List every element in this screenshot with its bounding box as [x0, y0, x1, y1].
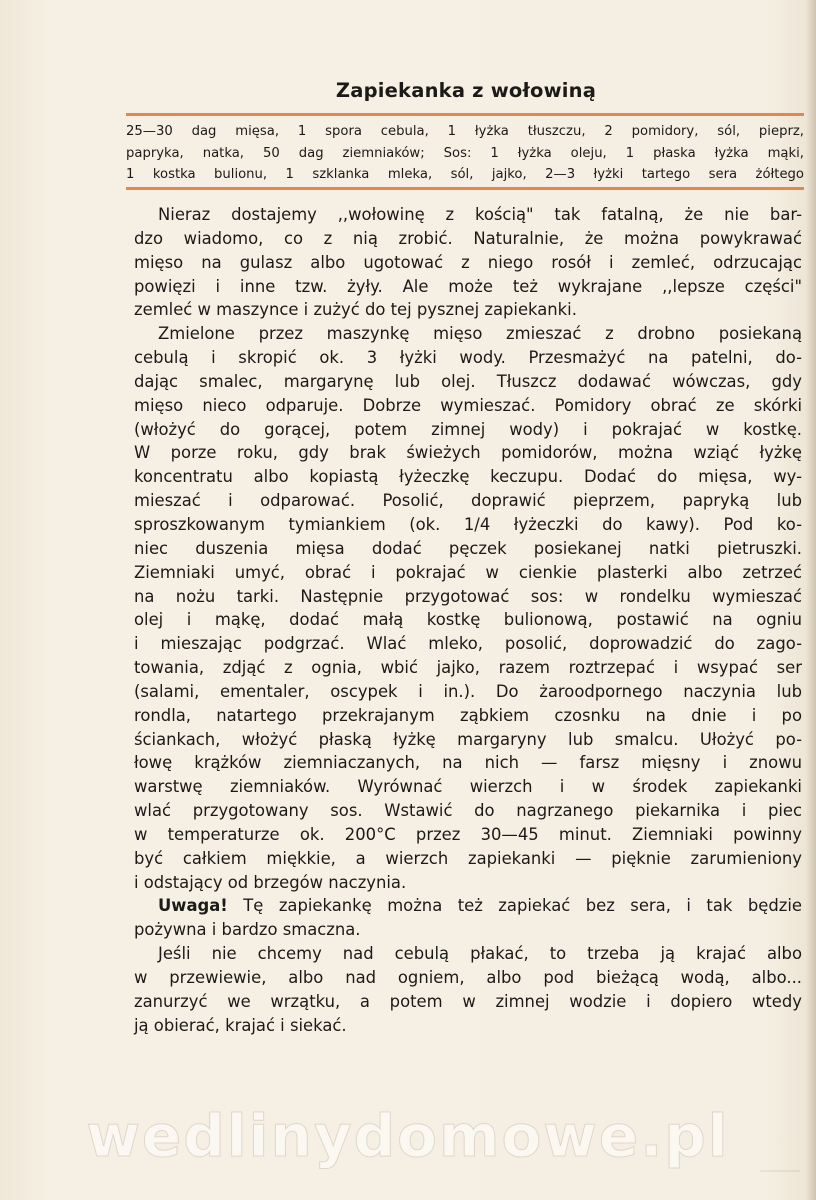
body-line: dając smalec, margarynę lub olej. Tłuszcz dodawać wówczas, gdy: [134, 371, 802, 391]
body-line: zemleć w maszynce i zużyć do tej pysznej zapiekanki.: [134, 300, 577, 320]
body-line: Nieraz dostajemy ,,wołowinę z kością" tak fatalną, że nie bar-: [158, 205, 802, 224]
body-line: i odstający od brzegów naczynia.: [134, 872, 407, 892]
body-line: Ziemniaki umyć, obrać i pokrajać w cienkie plasterki albo zetrzeć: [134, 562, 802, 582]
show-through-mark: [760, 1170, 800, 1172]
tip-line: Jeśli nie chcemy nad cebulą płakać, to trzeba ją krajać albo: [158, 944, 802, 964]
note-label: Uwaga!: [158, 896, 228, 916]
body-line: mięso nieco odparuje. Dobrze wymieszać. Pomidory obrać ze skórki: [134, 395, 802, 415]
note-text: Tę zapiekankę można też zapiekać bez sera, i tak będzie: [227, 896, 802, 916]
page-edge-shadow: [806, 0, 816, 1200]
body-line: (włożyć do gorącej, potem zimnej wody) i pokrajać w kostkę.: [134, 419, 802, 439]
ingredients-line: 1 kostka bulionu, 1 szklanka mleka, sól, jajko, 2—3 łyżki tartego sera żółtego: [126, 167, 804, 182]
body-line: być całkiem miękkie, a wierzch zapiekanki — pięknie zarumieniony: [134, 848, 802, 868]
body-line: na nożu tarki. Następnie przygotować sos: w rondelku wymieszać: [134, 586, 802, 606]
body-line: niec duszenia mięsa dodać pęczek posiekanej natki pietruszki.: [134, 538, 802, 558]
recipe-body: [134, 203, 802, 1038]
body-line: mięso na gulasz albo ugotować z niego rosół i zemleć, odrzucając: [134, 252, 802, 272]
body-line: olej i mąkę, dodać małą kostkę bulionową, postawić na ogniu: [134, 610, 802, 630]
body-line: powięzi i inne tzw. żyły. Ale może też wykrajane ,,lepsze części": [134, 276, 802, 296]
body-line: dzo wiadomo, co z nią zrobić. Naturalnie, że można powykrawać: [134, 228, 802, 248]
ingredients-list: [126, 121, 804, 186]
body-line: łowę krążków ziemniaczanych, na nich — farsz mięsny i znowu: [134, 753, 802, 773]
body-line: towania, zdjąć z ognia, wbić jajko, razem roztrzepać i wsypać ser: [134, 658, 802, 678]
body-line: warstwę ziemniaków. Wyrównać wierzch i w środek zapiekanki: [134, 777, 802, 797]
body-line: mieszać i odparować. Posolić, doprawić pieprzem, papryką lub: [134, 491, 802, 511]
body-line: koncentratu albo kopiastą łyżeczkę keczupu. Dodać do mięsa, wy-: [134, 467, 802, 487]
title-divider: [126, 113, 804, 116]
note-line: [134, 894, 802, 918]
body-line: cebulą i skropić ok. 3 łyżki wody. Przesmażyć na patelni, do-: [134, 348, 802, 368]
body-line: W porze roku, gdy brak świeżych pomidorów, można wziąć łyżkę: [134, 443, 802, 463]
tip-line: ją obierać, krajać i siekać.: [134, 1015, 347, 1035]
body-line: (salami, ementaler, oscypek i in.). Do żaroodpornego naczynia lub: [134, 681, 802, 701]
body-line: w temperaturze ok. 200°C przez 30—45 minut. Ziemniaki powinny: [134, 824, 802, 844]
ingredients-line: papryka, natka, 50 dag ziemniaków; Sos: 1 łyżka oleju, 1 płaska łyżka mąki,: [126, 145, 804, 161]
body-line: rondla, natartego przekrajanym ząbkiem czosnku na dnie i po: [134, 705, 802, 725]
body-line: Zmielone przez maszynkę mięso zmieszać z drobno posiekaną: [158, 324, 802, 344]
body-line: i mieszając podgrzać. Wlać mleko, posolić, doprowadzić do zago-: [134, 634, 802, 654]
ingredients-divider: [126, 187, 804, 190]
tip-line: w przewiewie, albo nad ogniem, albo pod bieżącą wodą, albo...: [134, 968, 802, 987]
ingredients-line: 25—30 dag mięsa, 1 spora cebula, 1 łyżka tłuszczu, 2 pomidory, sól, pieprz,: [126, 124, 804, 139]
body-line: wlać przygotowany sos. Wstawić do nagrzanego piekarnika i piec: [134, 801, 802, 821]
body-line: ściankach, włożyć płaską łyżkę margaryny lub smalcu. Ułożyć po-: [134, 729, 802, 749]
body-line: sproszkowanym tymiankiem (ok. 1/4 łyżeczki do kawy). Pod ko-: [134, 514, 802, 534]
tip-line: zanurzyć we wrzątku, a potem w zimnej wodzie i dopiero wtedy: [134, 991, 802, 1011]
note-line: pożywna i bardzo smaczna.: [134, 920, 361, 940]
recipe-title: Zapiekanka z wołowiną: [335, 79, 597, 102]
watermark: wedlinydomowe.pl: [86, 1102, 730, 1170]
